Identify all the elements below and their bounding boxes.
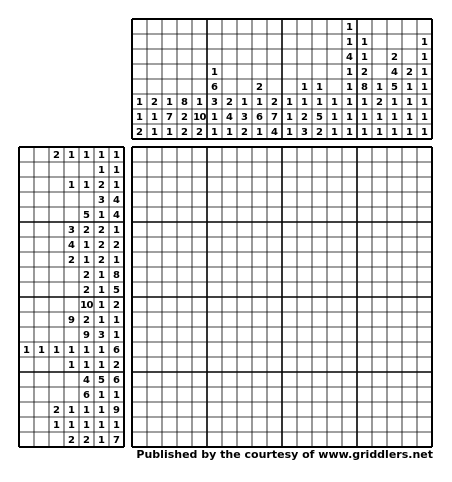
- row-clue-number: 1: [113, 255, 120, 267]
- puzzle-grid[interactable]: [132, 147, 432, 447]
- row-clue-number: 5: [113, 285, 120, 297]
- row-clue-number: 2: [83, 435, 90, 447]
- row-clue-number: 1: [113, 150, 120, 162]
- column-clue-number: 1: [301, 97, 308, 109]
- row-clue-number: 2: [83, 285, 90, 297]
- column-clue-number: 2: [361, 67, 368, 79]
- row-clue-number: 2: [53, 405, 60, 417]
- column-clue-number: 1: [376, 82, 383, 94]
- column-clue-number: 2: [316, 127, 323, 139]
- column-clue-number: 1: [406, 97, 413, 109]
- row-clue-number: 1: [68, 150, 75, 162]
- column-clue-number: 2: [256, 82, 263, 94]
- row-clue-number: 5: [83, 210, 90, 222]
- column-clue-number: 1: [211, 127, 218, 139]
- column-clue-number: 1: [391, 97, 398, 109]
- column-clue-number: 2: [391, 52, 398, 64]
- row-clue-number: 1: [83, 360, 90, 372]
- column-clue-number: 6: [211, 82, 218, 94]
- row-clue-number: 9: [113, 405, 120, 417]
- column-clue-number: 4: [271, 127, 278, 139]
- column-clue-number: 4: [226, 112, 233, 124]
- column-clue-number: 3: [301, 127, 308, 139]
- column-clue-number: 1: [316, 97, 323, 109]
- row-clue-number: 2: [98, 240, 105, 252]
- row-clue-number: 1: [98, 420, 105, 432]
- row-clue-number: 1: [68, 345, 75, 357]
- row-clue-number: 1: [98, 405, 105, 417]
- column-clue-number: 1: [421, 82, 428, 94]
- row-clue-number: 1: [98, 315, 105, 327]
- row-clue-number: 2: [68, 255, 75, 267]
- row-clue-number: 1: [68, 360, 75, 372]
- row-clue-number: 1: [83, 180, 90, 192]
- column-clue-number: 8: [181, 97, 188, 109]
- column-clue-number: 1: [391, 127, 398, 139]
- row-clue-number: 1: [98, 345, 105, 357]
- column-clue-number: 1: [136, 97, 143, 109]
- row-clue-number: 3: [68, 225, 75, 237]
- row-clue-number: 10: [80, 300, 93, 312]
- row-clue-number: 1: [113, 390, 120, 402]
- column-clue-number: 2: [181, 127, 188, 139]
- row-clue-number: 1: [113, 225, 120, 237]
- column-clue-number: 1: [331, 97, 338, 109]
- row-clue-number: 1: [68, 420, 75, 432]
- row-clue-number: 4: [83, 375, 90, 387]
- row-clue-number: 1: [98, 210, 105, 222]
- row-clue-number: 8: [113, 270, 120, 282]
- row-clue-number: 6: [83, 390, 90, 402]
- column-clue-number: 5: [316, 112, 323, 124]
- column-clue-number: 1: [301, 82, 308, 94]
- column-clue-number: 1: [346, 67, 353, 79]
- column-clue-number: 7: [271, 112, 278, 124]
- column-clue-number: 2: [376, 97, 383, 109]
- row-clue-number: 1: [23, 345, 30, 357]
- column-clue-number: 1: [376, 127, 383, 139]
- row-clue-number: 4: [68, 240, 75, 252]
- row-clue-number: 1: [98, 165, 105, 177]
- row-clue-number: 2: [98, 180, 105, 192]
- column-clue-number: 1: [166, 127, 173, 139]
- row-clue-number: 3: [98, 330, 105, 342]
- row-clue-number: 2: [83, 270, 90, 282]
- column-clue-number: 1: [211, 67, 218, 79]
- row-clue-number: 1: [83, 150, 90, 162]
- column-clue-number: 1: [391, 112, 398, 124]
- column-clue-number: 1: [346, 22, 353, 34]
- column-clue-number: 2: [226, 97, 233, 109]
- column-clue-number: 2: [241, 127, 248, 139]
- column-clue-number: 1: [361, 127, 368, 139]
- row-clue-number: 4: [113, 210, 120, 222]
- column-clue-number: 1: [361, 97, 368, 109]
- row-clue-number: 1: [113, 330, 120, 342]
- column-clue-number: 1: [346, 127, 353, 139]
- column-clue-number: 1: [286, 97, 293, 109]
- column-clue-number: 1: [331, 127, 338, 139]
- column-clue-area: [132, 19, 432, 139]
- row-clue-number: 2: [98, 225, 105, 237]
- column-clue-number: 1: [346, 37, 353, 49]
- row-clue-number: 6: [113, 345, 120, 357]
- column-clue-number: 2: [136, 127, 143, 139]
- column-clue-number: 2: [196, 127, 203, 139]
- row-clue-number: 1: [113, 180, 120, 192]
- column-clue-number: 1: [286, 112, 293, 124]
- column-clue-number: 1: [166, 97, 173, 109]
- row-clue-number: 1: [98, 285, 105, 297]
- column-clue-number: 2: [406, 67, 413, 79]
- column-clue-number: 1: [376, 112, 383, 124]
- column-clue-number: 1: [421, 127, 428, 139]
- row-clue-number: 2: [98, 255, 105, 267]
- row-clue-number: 2: [68, 435, 75, 447]
- row-clue-number: 1: [53, 345, 60, 357]
- column-clue-number: 1: [406, 112, 413, 124]
- column-clue-number: 1: [211, 112, 218, 124]
- row-clue-number: 4: [113, 195, 120, 207]
- column-clue-number: 10: [193, 112, 206, 124]
- column-clue-number: 4: [391, 67, 398, 79]
- row-clue-number: 6: [113, 375, 120, 387]
- column-clue-number: 1: [331, 112, 338, 124]
- courtesy-credit: Published by the courtesy of www.griddlers.net: [136, 448, 433, 461]
- column-clue-number: 1: [226, 127, 233, 139]
- column-clue-number: 1: [406, 127, 413, 139]
- column-clue-number: 1: [421, 97, 428, 109]
- column-clue-number: 1: [421, 112, 428, 124]
- row-clue-number: 2: [113, 300, 120, 312]
- row-clue-number: 1: [53, 420, 60, 432]
- column-clue-number: 7: [166, 112, 173, 124]
- row-clue-number: 1: [98, 360, 105, 372]
- column-clue-number: 1: [316, 82, 323, 94]
- column-clue-number: 1: [241, 97, 248, 109]
- row-clue-number: 7: [113, 435, 120, 447]
- column-clue-number: 1: [421, 52, 428, 64]
- row-clue-number: 3: [98, 195, 105, 207]
- row-clue-number: 2: [113, 240, 120, 252]
- column-clue-number: 1: [346, 112, 353, 124]
- column-clue-number: 1: [136, 112, 143, 124]
- column-clue-number: 1: [421, 37, 428, 49]
- column-clue-number: 1: [196, 97, 203, 109]
- row-clue-number: 1: [83, 240, 90, 252]
- column-clue-number: 6: [256, 112, 263, 124]
- row-clue-number: 9: [68, 315, 75, 327]
- column-clue-number: 1: [406, 82, 413, 94]
- column-clue-number: 1: [361, 52, 368, 64]
- row-clue-number: 1: [113, 315, 120, 327]
- row-clue-number: 1: [98, 270, 105, 282]
- row-clue-number: 2: [83, 225, 90, 237]
- row-clue-number: 9: [83, 330, 90, 342]
- row-clue-number: 1: [113, 165, 120, 177]
- column-clue-number: 1: [286, 127, 293, 139]
- row-clue-number: 1: [68, 405, 75, 417]
- column-clue-number: 3: [211, 97, 218, 109]
- column-clue-number: 2: [271, 97, 278, 109]
- column-clue-number: 5: [391, 82, 398, 94]
- column-clue-number: 1: [151, 127, 158, 139]
- row-clue-number: 1: [83, 405, 90, 417]
- column-clue-number: 1: [421, 67, 428, 79]
- row-clue-number: 1: [83, 420, 90, 432]
- row-clue-number: 1: [98, 150, 105, 162]
- row-clue-number: 1: [98, 390, 105, 402]
- row-clue-number: 5: [98, 375, 105, 387]
- column-clue-number: 1: [256, 127, 263, 139]
- row-clue-number: 1: [98, 300, 105, 312]
- row-clue-number: 1: [113, 420, 120, 432]
- row-clue-number: 1: [68, 180, 75, 192]
- row-clue-number: 2: [83, 315, 90, 327]
- column-clue-number: 2: [151, 97, 158, 109]
- column-clue-number: 1: [256, 97, 263, 109]
- column-clue-number: 2: [301, 112, 308, 124]
- row-clue-number: 1: [83, 345, 90, 357]
- row-clue-number: 1: [98, 435, 105, 447]
- column-clue-number: 1: [346, 82, 353, 94]
- row-clue-number: 1: [83, 255, 90, 267]
- column-clue-number: 3: [241, 112, 248, 124]
- row-clue-number: 2: [113, 360, 120, 372]
- column-clue-number: 2: [181, 112, 188, 124]
- column-clue-number: 1: [361, 37, 368, 49]
- column-clue-number: 4: [346, 52, 353, 64]
- column-clue-number: 1: [151, 112, 158, 124]
- column-clue-number: 1: [346, 97, 353, 109]
- row-clue-number: 2: [53, 150, 60, 162]
- row-clue-number: 1: [38, 345, 45, 357]
- column-clue-number: 1: [361, 112, 368, 124]
- row-clue-area: [19, 147, 124, 447]
- column-clue-number: 8: [361, 82, 368, 94]
